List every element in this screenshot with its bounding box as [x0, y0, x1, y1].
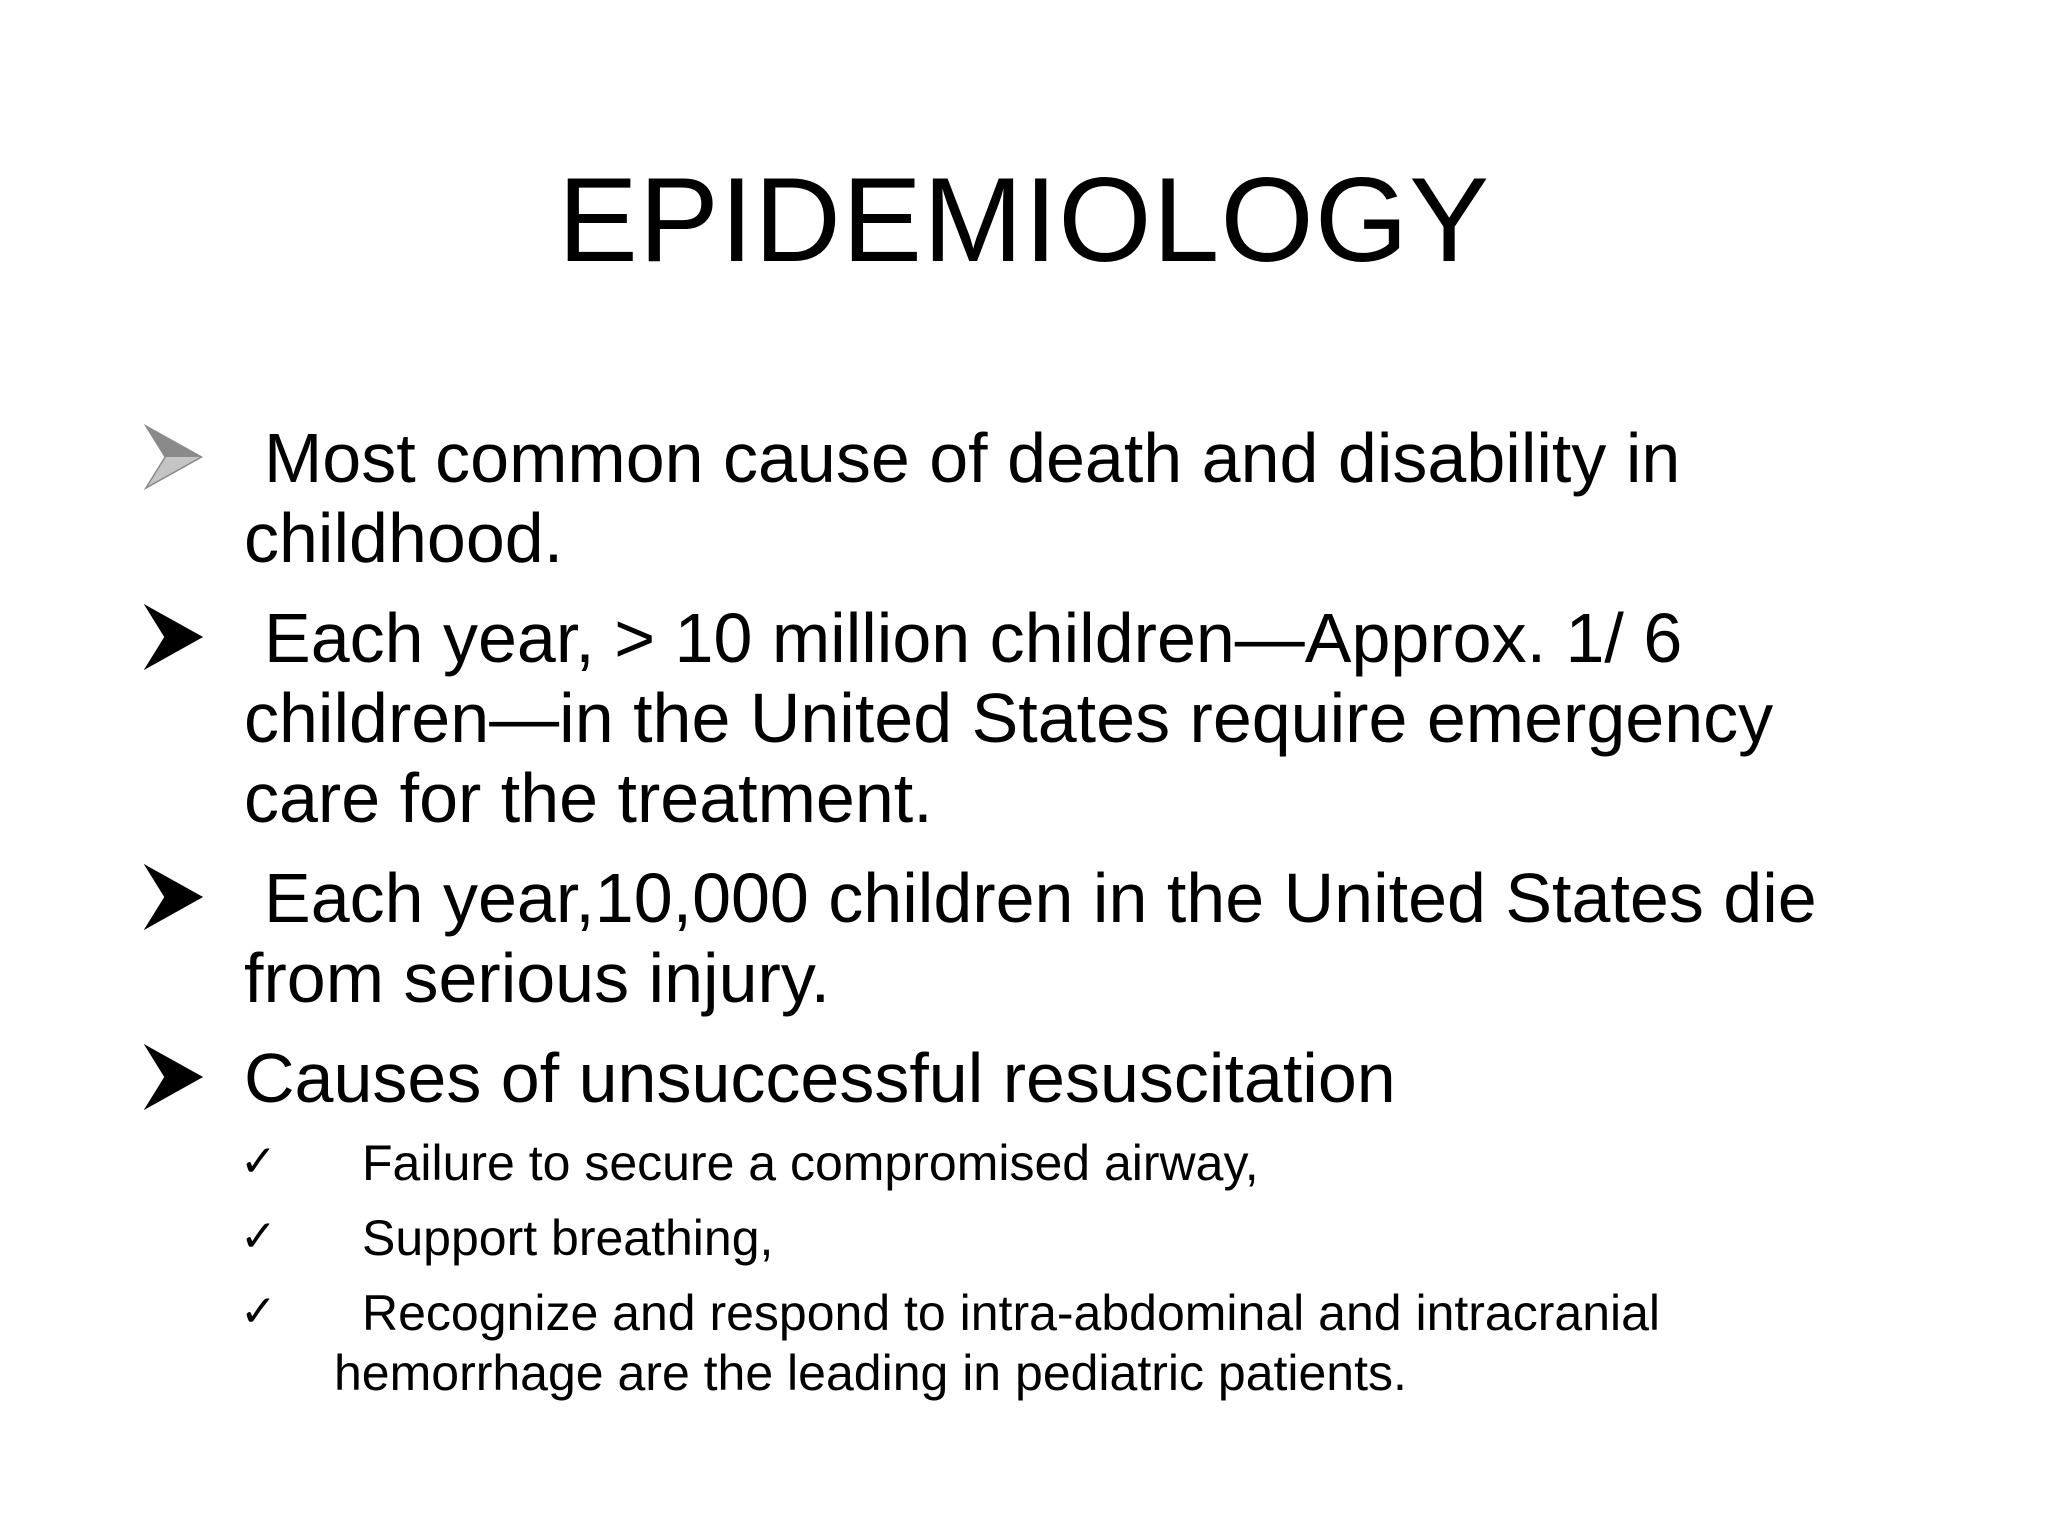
bullet-item	[244, 858, 1964, 1018]
sub-bullet-line: Support breathing,	[362, 1210, 774, 1266]
check-mark-icon: ✓	[240, 1286, 277, 1337]
sub-bullet-line: Failure to secure a compromised airway,	[362, 1135, 1259, 1191]
bullet-line: childhood.	[244, 499, 564, 577]
arrow-bullet-icon	[144, 602, 204, 672]
bullet-item	[244, 418, 1964, 578]
check-mark-icon: ✓	[240, 1136, 277, 1187]
sub-bullet-item	[240, 1283, 1970, 1403]
bullet-line: Each year,10,000 children in the United States die	[264, 859, 1817, 937]
bullet-line: from serious injury.	[244, 939, 831, 1017]
arrow-bullet-icon	[144, 1042, 204, 1112]
bullet-line: Causes of unsuccessful resuscitation	[244, 1039, 1396, 1117]
bullet-item	[244, 598, 1964, 838]
arrow-bullet-icon	[144, 422, 204, 492]
bullet-line: children—in the United States require emergency	[244, 679, 1774, 757]
check-mark-icon: ✓	[240, 1211, 277, 1262]
bullet-line: Each year, > 10 million children—Approx. 1/ 6	[264, 599, 1683, 677]
sub-bullet-item	[240, 1208, 1970, 1268]
bullet-item	[244, 1038, 1964, 1118]
bullet-line: Most common cause of death and disability in	[264, 419, 1681, 497]
sub-bullet-line: hemorrhage are the leading in pediatric patients.	[334, 1345, 1407, 1401]
bullet-line: care for the treatment.	[244, 759, 933, 837]
sub-bullet-item	[240, 1133, 1970, 1193]
sub-bullet-line: Recognize and respond to intra-abdominal and intracranial	[362, 1285, 1661, 1341]
slide-title: EPIDEMIOLOGY	[557, 153, 1491, 287]
arrow-bullet-icon	[144, 862, 204, 932]
